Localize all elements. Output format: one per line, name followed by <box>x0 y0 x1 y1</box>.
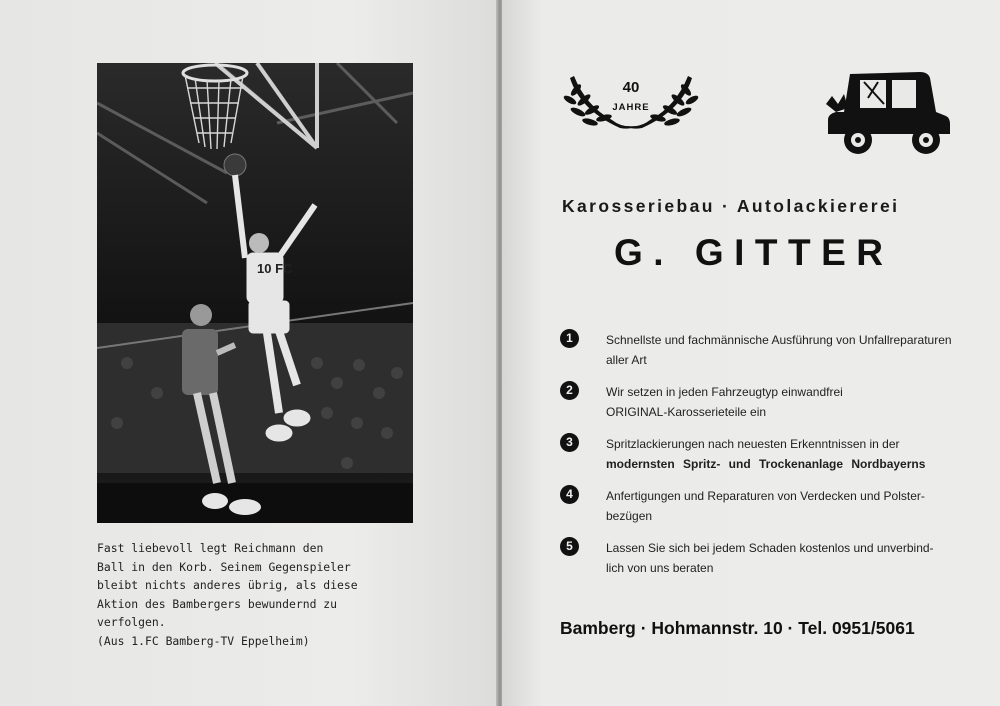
caption-line: Ball in den Korb. Seinem Gegenspieler <box>97 559 351 574</box>
service-line: lich von uns beraten <box>606 561 714 575</box>
service-line: aller Art <box>606 353 647 367</box>
jersey-text: 10 FC <box>257 261 293 276</box>
service-number: 1 <box>560 329 579 348</box>
caption-line: Fast liebevoll legt Reichmann den <box>97 541 324 555</box>
service-line: Anfertigungen und Reparaturen von Verdecken und Polster- <box>606 489 925 503</box>
caption-line: Aktion des Bambergers bewundernd zu <box>97 596 338 611</box>
service-line: Spritzlackierungen nach neuesten Erkenntnissen in der <box>606 437 900 451</box>
emblem-number: 40 <box>622 79 640 96</box>
service-line: bezügen <box>606 509 653 523</box>
company-name: G. GITTER <box>614 232 894 273</box>
service-line: ORIGINAL-Karosserieteile ein <box>606 405 767 419</box>
caption-line: (Aus 1.FC Bamberg-TV Eppelheim) <box>97 633 310 648</box>
ad-subtitle: Karosseriebau · Autolackiererei <box>562 196 900 216</box>
caption-line: bleibt nichts anderes übrig, als diese <box>97 578 358 593</box>
service-item <box>560 327 955 379</box>
basketball-photo <box>97 63 413 523</box>
emblem-word: JAHRE <box>612 102 650 113</box>
service-item <box>560 379 955 431</box>
photo-caption <box>97 539 417 651</box>
service-text <box>606 434 952 474</box>
service-line: modernsten Spritz- und Trockenanlage Nordbayerns <box>606 457 926 471</box>
services-list <box>560 327 955 587</box>
service-number: 4 <box>560 485 579 504</box>
service-line: Wir setzen in jeden Fahrzeugtyp einwandfrei <box>606 385 843 399</box>
service-number: 3 <box>560 433 579 452</box>
service-text <box>606 382 952 422</box>
car-icon <box>824 68 952 160</box>
service-item <box>560 535 955 587</box>
service-item <box>560 431 955 483</box>
service-text <box>606 486 952 526</box>
caption-line: verfolgen. <box>97 615 166 630</box>
service-text <box>606 538 952 578</box>
address-footer: Bamberg · Hohmannstr. 10 · Tel. 0951/5061 <box>560 618 915 638</box>
service-item <box>560 483 955 535</box>
service-line: Schnellste und fachmännische Ausführung von Unfallreparaturen <box>606 333 952 347</box>
left-page <box>0 0 498 706</box>
service-text <box>606 330 952 370</box>
service-number: 5 <box>560 537 579 556</box>
service-number: 2 <box>560 381 579 400</box>
service-line: Lassen Sie sich bei jedem Schaden kostenlos und unverbind- <box>606 541 934 555</box>
anniversary-laurel-emblem <box>560 70 702 136</box>
